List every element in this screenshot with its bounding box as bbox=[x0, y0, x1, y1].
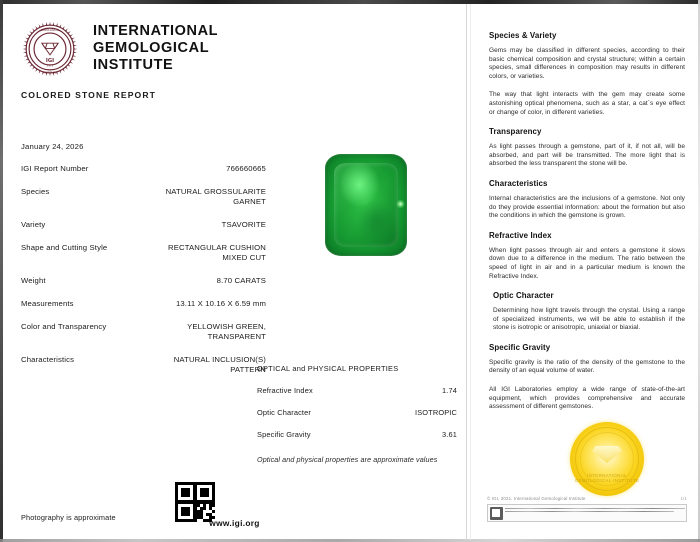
org-name-line-3: INSTITUTE bbox=[93, 57, 174, 73]
report-detail-row bbox=[21, 243, 266, 263]
certificate-header bbox=[21, 20, 218, 78]
report-details-table bbox=[21, 142, 266, 388]
report-detail-label: Variety bbox=[21, 220, 46, 229]
certificate-footer bbox=[487, 496, 687, 522]
info-section-paragraph: Determining how light travels through the crystal. Using a range of specialized instruments, we will be able to establish if the stone is isotropic or anisotropic, uniaxial or biaxial. bbox=[493, 307, 685, 332]
disclaimer-line-2 bbox=[505, 511, 674, 513]
info-section-heading: Characteristics bbox=[489, 178, 548, 188]
gold-seal-text: INTERNATIONAL GEMOLOGICAL INSTITUTE bbox=[574, 473, 640, 483]
svg-text:1975: 1975 bbox=[46, 64, 54, 68]
report-type-title: COLORED STONE REPORT bbox=[21, 90, 157, 100]
info-section bbox=[489, 343, 685, 412]
report-detail-row bbox=[21, 299, 266, 309]
report-detail-row bbox=[21, 164, 266, 174]
report-detail-row bbox=[21, 276, 266, 286]
info-section-paragraph: As light passes through a gemstone, part of it, if not all, will be absorbed, and part will be transmitted. The more light that is absorbed the less transparent the stone will be. bbox=[489, 143, 685, 168]
optical-properties-title: OPTICAL and PHYSICAL PROPERTIES bbox=[257, 364, 399, 373]
report-detail-label: Shape and Cutting Style bbox=[21, 243, 108, 252]
footer-security-strip bbox=[487, 504, 687, 522]
info-section-heading: Species & Variety bbox=[489, 31, 557, 40]
disclaimer-line-1 bbox=[505, 508, 685, 510]
page-fold-line bbox=[466, 4, 467, 540]
report-detail-label: Measurements bbox=[21, 299, 74, 308]
optical-property-value: ISOTROPIC bbox=[414, 408, 457, 417]
info-section bbox=[489, 291, 685, 333]
report-detail-label: Weight bbox=[21, 276, 46, 285]
info-section-paragraph: The way that light interacts with the gem may create some astonishing optical phenomena, such as a star, a cat`s eye effect or change of color, in different varieties. bbox=[489, 91, 685, 116]
report-detail-row bbox=[21, 220, 266, 230]
report-detail-value: 8.70 CARATS bbox=[216, 276, 266, 285]
report-detail-value: TSAVORITE bbox=[221, 220, 266, 229]
info-section-paragraph: All IGI Laboratories employ a wide range of state-of-the-art equipment, which provides comprehensive and accurate assessment of different gemstones. bbox=[489, 386, 685, 411]
report-detail-row bbox=[21, 355, 266, 375]
info-section bbox=[489, 179, 685, 221]
info-section-heading: Optic Character bbox=[493, 291, 554, 301]
website-url[interactable]: www.igi.org bbox=[209, 518, 260, 528]
report-detail-value: YELLOWISH GREEN, TRANSPARENT bbox=[187, 322, 266, 341]
svg-text:INSTITUTE: INSTITUTE bbox=[43, 71, 57, 75]
photography-note: Photography is approximate bbox=[21, 513, 116, 522]
info-section-heading: Specific Gravity bbox=[489, 342, 551, 352]
gemstone-facet-overlay bbox=[334, 163, 398, 247]
gemstone-photo bbox=[325, 154, 407, 256]
optical-properties-section bbox=[257, 364, 457, 464]
report-date: January 24, 2026 bbox=[21, 142, 84, 151]
info-section bbox=[489, 127, 685, 169]
qr-code[interactable] bbox=[175, 482, 215, 522]
info-section-paragraph: Internal characteristics are the inclusions of a gemstone. Not only do they provide essential information: about the formation but also the conditions in which the gemstone is grown. bbox=[489, 194, 685, 220]
org-name-line-1: INTERNATIONAL bbox=[93, 23, 219, 39]
optical-property-label: Refractive Index bbox=[257, 386, 313, 395]
info-section bbox=[489, 231, 685, 281]
report-detail-label: Color and Transparency bbox=[21, 322, 107, 331]
report-detail-row bbox=[21, 187, 266, 207]
gold-embossed-seal-icon bbox=[570, 422, 644, 496]
report-detail-label: Characteristics bbox=[21, 355, 75, 364]
optical-property-value: 1.74 bbox=[442, 386, 457, 395]
info-section-paragraph: Gems may be classified in different species, according to their basic chemical composition and crystal structure; within a certain species, small differences in composition may results in different colors, or varieties. bbox=[489, 47, 685, 80]
report-detail-label: IGI Report Number bbox=[21, 164, 89, 173]
gemstone-image bbox=[325, 154, 407, 256]
organization-name bbox=[93, 20, 218, 74]
footer-copyright-text: © IGI, 2021. International Gemological Institute bbox=[487, 496, 586, 501]
report-detail-label: Species bbox=[21, 187, 50, 196]
report-detail-value: NATURAL GROSSULARITE GARNET bbox=[165, 187, 266, 206]
report-detail-value: NATURAL INCLUSION(S) PATTERN bbox=[173, 355, 266, 374]
optical-property-label: Specific Gravity bbox=[257, 430, 311, 439]
report-detail-value: 766660665 bbox=[226, 164, 266, 173]
info-section-heading: Transparency bbox=[489, 127, 542, 137]
optical-property-label: Optic Character bbox=[257, 408, 312, 417]
info-section bbox=[489, 31, 685, 117]
document-security-icon bbox=[490, 507, 503, 520]
report-detail-value: 13.11 X 10.16 X 6.59 mm bbox=[175, 299, 266, 308]
report-detail-row bbox=[21, 322, 266, 342]
optical-property-row bbox=[257, 408, 457, 417]
svg-text:GEMOLOGICAL: GEMOLOGICAL bbox=[40, 29, 60, 33]
certificate-back-page bbox=[471, 4, 698, 539]
footer-disclaimer-text bbox=[505, 507, 685, 520]
optical-properties-note: Optical and physical properties are approximate values bbox=[257, 455, 438, 464]
igi-seal-icon bbox=[21, 20, 79, 78]
report-detail-value: RECTANGULAR CUSHION MIXED CUT bbox=[168, 243, 266, 262]
org-name-line-2: GEMOLOGICAL bbox=[93, 40, 210, 56]
certificate-front-page bbox=[3, 4, 466, 539]
footer-copyright bbox=[487, 496, 687, 501]
footer-page-number: 1/1 bbox=[680, 496, 687, 501]
report-detail-rows bbox=[21, 164, 266, 375]
info-section-heading: Refractive Index bbox=[489, 230, 552, 240]
optical-property-value: 3.61 bbox=[442, 430, 457, 439]
optical-property-row bbox=[257, 386, 457, 395]
optical-property-rows bbox=[257, 386, 457, 439]
info-section-paragraph: Specific gravity is the ratio of the density of the gemstone to the density of an equal volume of water. bbox=[489, 358, 685, 375]
informational-text-column bbox=[489, 31, 685, 422]
svg-text:IGI: IGI bbox=[45, 57, 55, 64]
optical-property-row bbox=[257, 430, 457, 439]
info-section-paragraph: When light passes through air and enters a gemstone it slows down due to a difference in the medium. The ratio between the speed of light in air and in a particular medium is known the Refractive Index. bbox=[489, 246, 685, 280]
gemstone-sparkle bbox=[396, 200, 405, 208]
